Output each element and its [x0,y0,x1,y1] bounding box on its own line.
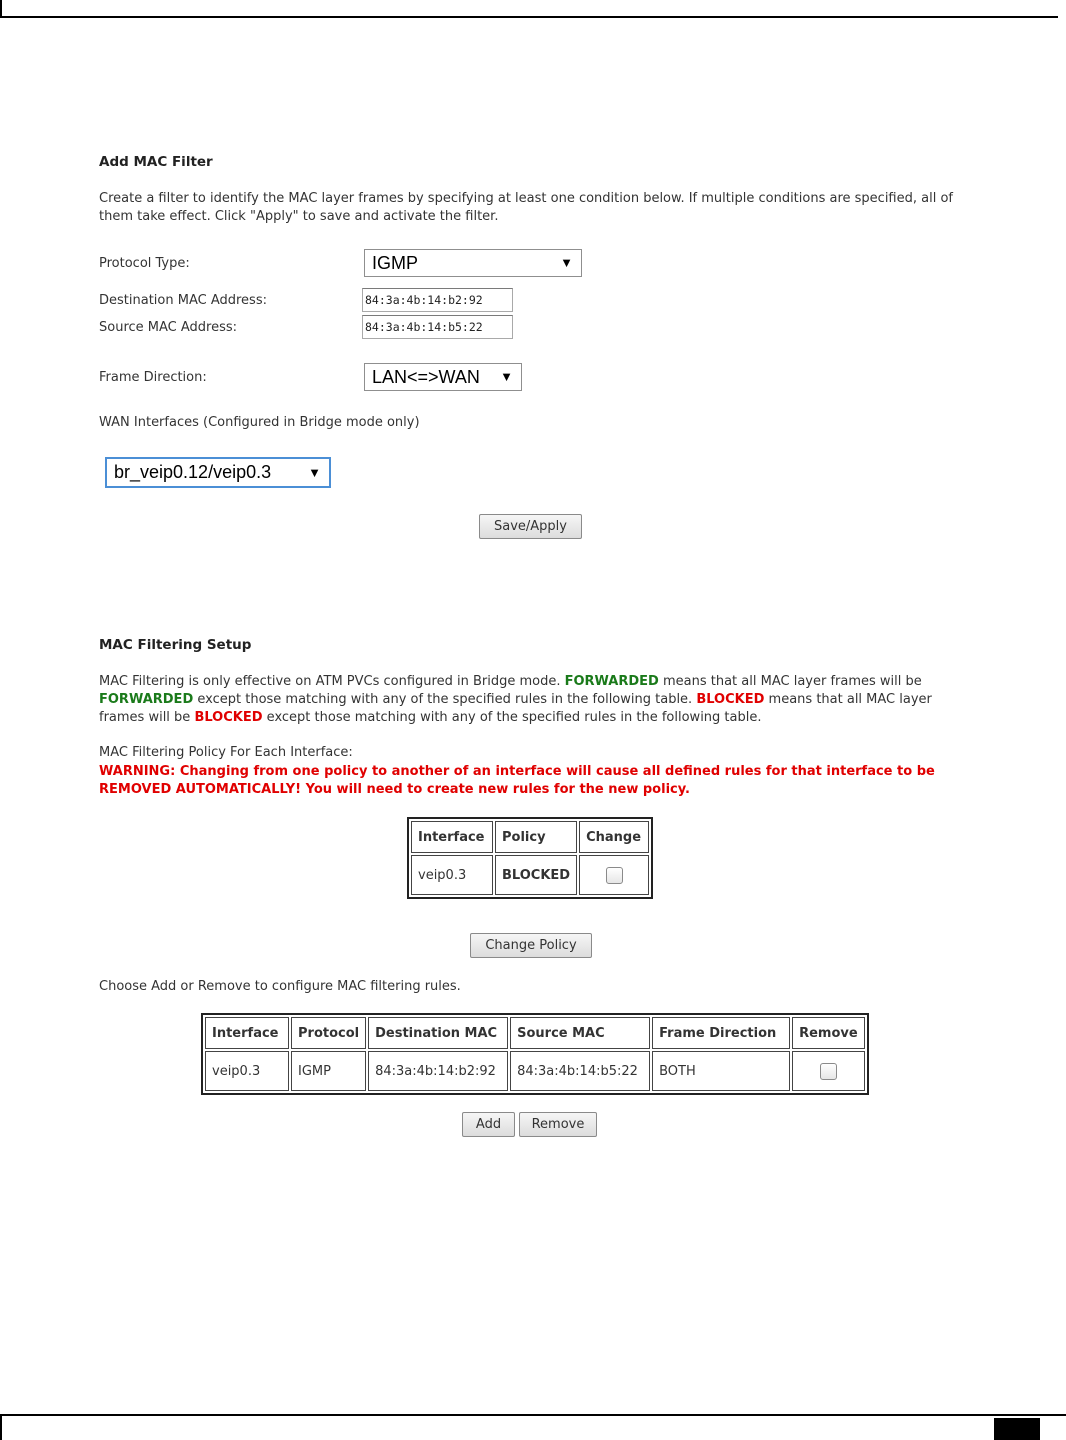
setup-desc-part: MAC Filtering is only effective on ATM PVCs configured in Bridge mode. [99,674,561,689]
change-cell [579,855,649,895]
rules-table [201,1013,869,1095]
chevron-down-icon: ▼ [308,465,321,480]
column-header: Change [579,821,649,853]
remove-cell [792,1051,865,1091]
page-frame-top [0,0,1058,18]
protocol-type-value: IGMP [372,253,419,273]
source-mac-label: Source MAC Address: [99,320,238,335]
remove-checkbox[interactable] [820,1063,837,1080]
interface-cell: veip0.3 [205,1051,289,1091]
remove-button[interactable]: Remove [519,1112,597,1137]
column-header: Frame Direction [652,1017,790,1049]
add-button[interactable]: Add [462,1112,515,1137]
chevron-down-icon: ▼ [560,255,573,270]
table-row [205,1051,865,1091]
forwarded-keyword: FORWARDED [99,692,194,707]
change-policy-button[interactable]: Change Policy [470,933,592,958]
table-header-row [411,821,649,853]
rules-instruction: Choose Add or Remove to configure MAC filtering rules. [99,979,461,994]
column-header: Destination MAC [368,1017,508,1049]
destination-mac-input[interactable]: 84:3a:4b:14:b2:92 [362,288,513,312]
column-header: Policy [495,821,577,853]
add-mac-filter-description: Create a filter to identify the MAC layer frames by specifying at least one condition below. If multiple conditions are specified, all of them take effect. Click "Apply" to save and activate the filter. [99,191,953,224]
protocol-type-label: Protocol Type: [99,256,190,271]
column-header: Remove [792,1017,865,1049]
save-apply-button[interactable]: Save/Apply [479,514,582,539]
forwarded-keyword: FORWARDED [564,674,659,689]
blocked-keyword: BLOCKED [194,710,263,725]
column-header: Protocol [291,1017,366,1049]
source-mac-cell: 84:3a:4b:14:b5:22 [510,1051,650,1091]
protocol-cell: IGMP [291,1051,366,1091]
frame-direction-select[interactable] [364,363,522,391]
source-mac-input[interactable]: 84:3a:4b:14:b5:22 [362,315,513,339]
policy-table [407,817,653,899]
frame-direction-label: Frame Direction: [99,370,207,385]
chevron-down-icon: ▼ [500,369,513,384]
policy-cell: BLOCKED [495,855,577,895]
policy-warning: WARNING: Changing from one policy to another of an interface will cause all defined rules for that interface to be REMOVED AUTOMATICALLY! You will need to create new rules for the new policy. [99,764,935,797]
protocol-type-select[interactable] [364,249,582,277]
destination-mac-label: Destination MAC Address: [99,293,267,308]
page-frame-bottom [0,1414,1066,1440]
change-checkbox[interactable] [606,867,623,884]
setup-desc-part: means that all MAC layer frames will be [99,692,932,725]
page-number-tab [994,1418,1040,1440]
wan-interface-select[interactable] [105,457,331,488]
column-header: Source MAC [510,1017,650,1049]
mac-filtering-setup-heading: MAC Filtering Setup [99,637,252,653]
blocked-keyword: BLOCKED [696,692,765,707]
table-row [411,855,649,895]
destination-mac-cell: 84:3a:4b:14:b2:92 [368,1051,508,1091]
mac-filtering-setup-description [99,673,969,727]
wan-interface-value: br_veip0.12/veip0.3 [114,462,272,482]
frame-direction-value: LAN<=>WAN [372,367,480,387]
interface-cell: veip0.3 [411,855,493,895]
table-header-row [205,1017,865,1049]
add-mac-filter-heading: Add MAC Filter [99,154,213,170]
column-header: Interface [411,821,493,853]
setup-desc-part: except those matching with any of the specified rules in the following table. [266,710,762,725]
frame-direction-cell: BOTH [652,1051,790,1091]
setup-desc-part: means that all MAC layer frames will be [662,674,922,689]
policy-label: MAC Filtering Policy For Each Interface: [99,745,353,760]
column-header: Interface [205,1017,289,1049]
wan-interfaces-label: WAN Interfaces (Configured in Bridge mode only) [99,415,420,430]
setup-desc-part: except those matching with any of the specified rules in the following table. [197,692,693,707]
